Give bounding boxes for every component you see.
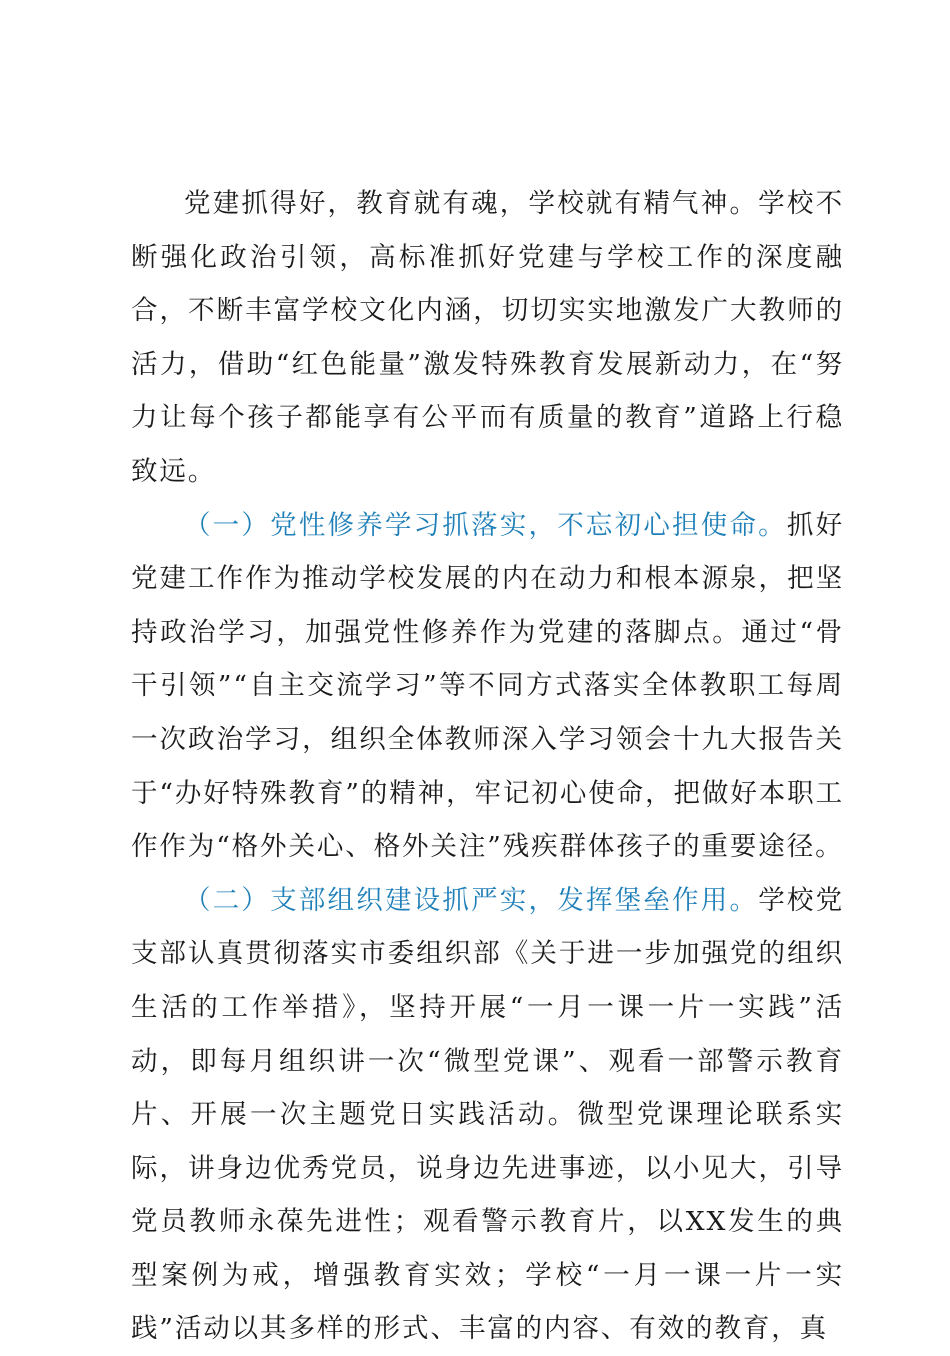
paragraph-section-2 <box>131 874 844 1356</box>
paragraph-intro-text: 党建抓得好，教育就有魂，学校就有精气神。学校不断强化政治引领，高标准抓好党建与学校工作的深度融合，不断丰富学校文化内涵，切切实实地激发广大教师的活力，借助“红色能量”激发特殊教育发展新动力，在“努力让每个孩子都能享有公平而有质量的教育”道路上行稳致远。 <box>131 188 844 487</box>
section-1-heading: （一）党性修养学习抓落实，不忘初心担使命。 <box>184 509 787 541</box>
paragraph-section-1 <box>131 499 844 874</box>
section-1-text: 抓好党建工作作为推动学校发展的内在动力和根本源泉，把坚持政治学习，加强党性修养作为党建的落脚点。通过“骨干引领”“自主交流学习”等不同方式落实全体教职工每周一次政治学习，组织全体教师深入学习领会十九大报告关于“办好特殊教育”的精神，牢记初心使命，把做好本职工作作为“格外关心、格外关注”残疾群体孩子的重要途径。 <box>131 509 844 863</box>
paragraph-intro <box>131 177 844 499</box>
section-2-heading: （二）支部组织建设抓严实，发挥堡垒作用。 <box>184 884 759 916</box>
document-body <box>131 177 844 1356</box>
section-2-text: 学校党支部认真贯彻落实市委组织部《关于进一步加强党的组织生活的工作举措》，坚持开展“一月一课一片一实践”活动，即每月组织讲一次“微型党课”、观看一部警示教育片、开展一次主题党日实践活动。微型党课理论联系实际，讲身边优秀党员，说身边先进事迹，以小见大，引导党员教师永葆先进性；观看警示教育片，以XX发生的典型案例为戒，增强教育实效；学校“一月一课一片一实践”活动以其多样的形式、丰富的内容、有效的教育，真 <box>131 884 845 1345</box>
